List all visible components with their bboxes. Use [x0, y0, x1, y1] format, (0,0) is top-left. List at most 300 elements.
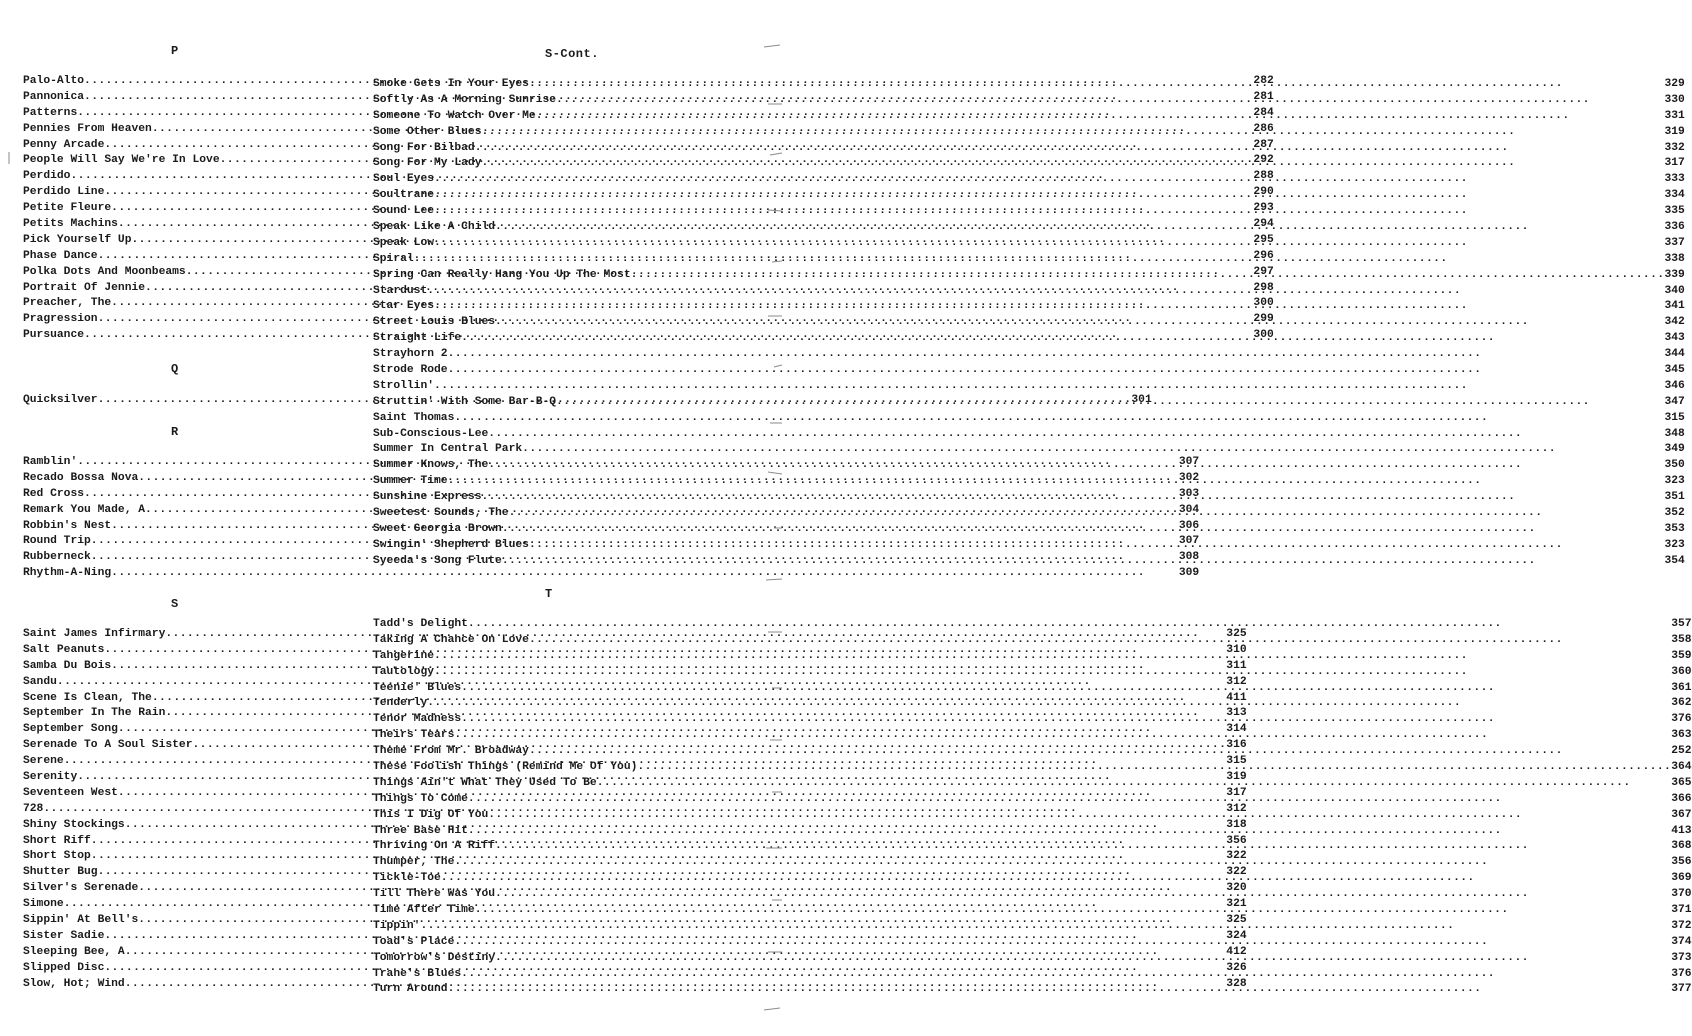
index-entry: [373, 951, 1692, 967]
dot-leader: [556, 395, 1664, 411]
index-entry: [373, 331, 1685, 347]
dot-leader: [536, 109, 1665, 125]
entry-title: Things To Come: [373, 792, 468, 805]
entry-title: Tenderly: [373, 697, 428, 710]
entry-page-number: 376: [1671, 967, 1692, 980]
entry-page-number: 345: [1664, 364, 1685, 377]
entry-page-number: 310: [1226, 643, 1247, 656]
entry-title: Struttin' With Some Bar-B-Q: [373, 395, 557, 408]
index-entry: [373, 903, 1692, 919]
dot-leader: [448, 347, 1665, 363]
entry-title: Tautology: [373, 665, 435, 678]
entry-title: Time After Time: [373, 904, 475, 917]
entry-title: September Song: [23, 723, 118, 736]
entry-page-number: 356: [1226, 834, 1247, 847]
entry-title: Speak Like A Child: [373, 221, 496, 233]
entry-page-number: 330: [1664, 93, 1685, 106]
dot-leader: [502, 522, 1665, 538]
entry-page-number: 369: [1671, 872, 1692, 885]
entry-page-number: 252: [1671, 745, 1692, 758]
section-list-t: [373, 617, 1692, 998]
index-entry: [373, 967, 1692, 983]
entry-page-number: 334: [1664, 189, 1685, 202]
entry-page-number: 288: [1253, 170, 1274, 183]
entry-page-number: 293: [1253, 202, 1274, 215]
dot-leader: [434, 299, 1664, 315]
entry-page-number: 361: [1671, 681, 1692, 694]
index-entry: [373, 982, 1692, 998]
entry-title: Shutter Bug: [23, 866, 98, 879]
index-entry: [373, 347, 1685, 363]
entry-page-number: 370: [1671, 888, 1692, 901]
entry-page-number: 377: [1671, 983, 1692, 996]
index-entry: [373, 554, 1685, 570]
index-entry: [373, 919, 1692, 935]
entry-page-number: 317: [1664, 157, 1685, 170]
dot-leader: [434, 188, 1664, 204]
entry-page-number: 362: [1671, 697, 1692, 710]
dot-leader: [461, 712, 1671, 728]
entry-page-number: 344: [1664, 348, 1685, 361]
entry-page-number: 365: [1671, 776, 1692, 789]
entry-title: Scene Is Clean, The: [23, 691, 152, 704]
entry-title: Summer Time: [373, 475, 448, 488]
entry-page-number: 342: [1664, 316, 1685, 329]
index-entry: [373, 268, 1685, 284]
entry-title: Serene: [23, 755, 64, 768]
dot-leader: [529, 633, 1671, 649]
entry-page-number: 356: [1671, 856, 1692, 869]
dot-leader: [448, 982, 1672, 998]
dot-leader: [631, 268, 1665, 284]
entry-page-number: 306: [1178, 519, 1200, 532]
entry-page-number: 321: [1226, 898, 1247, 911]
entry-title: Pennies From Heaven: [23, 122, 152, 135]
entry-page-number: 351: [1664, 491, 1685, 504]
index-entry: [373, 792, 1692, 808]
entry-title: Ramblin': [23, 455, 78, 468]
entry-page-number: 333: [1664, 173, 1685, 186]
entry-title: Palo-Alto: [23, 74, 85, 87]
dot-leader: [441, 871, 1671, 887]
entry-title: Till There Was You: [373, 888, 496, 901]
entry-title: Tenor Madness: [373, 713, 462, 726]
index-entry: [373, 315, 1685, 331]
entry-page-number: 368: [1671, 840, 1692, 853]
entry-page-number: 347: [1664, 395, 1685, 408]
section-heading-t: T: [545, 587, 553, 601]
entry-page-number: 304: [1178, 503, 1200, 516]
entry-title: Rubberneck: [23, 551, 91, 564]
entry-title: Sub-Conscious-Lee: [373, 427, 489, 440]
entry-page-number: 308: [1178, 551, 1200, 564]
index-entry: [373, 839, 1692, 855]
entry-page-number: 366: [1671, 792, 1692, 805]
entry-title: Softly As A Morning Sunrise: [373, 93, 557, 106]
index-entry: [373, 649, 1692, 665]
dot-leader: [488, 458, 1664, 474]
entry-title: Tippin': [373, 919, 421, 932]
index-entry: [373, 204, 1685, 220]
index-entry: [373, 760, 1692, 776]
dot-leader: [637, 760, 1671, 776]
index-entry: [373, 633, 1692, 649]
entry-title: Silver's Serenade: [23, 882, 139, 895]
entry-title: Strollin': [373, 379, 435, 392]
dot-leader: [434, 204, 1664, 220]
entry-page-number: 292: [1253, 154, 1274, 167]
entry-title: Penny Arcade: [23, 138, 105, 151]
entry-title: Serenade To A Soul Sister: [23, 739, 193, 752]
dot-leader: [448, 363, 1665, 379]
entry-title: Salt Peanuts: [23, 643, 105, 656]
entry-page-number: 338: [1664, 252, 1685, 265]
entry-page-number: 326: [1226, 961, 1247, 974]
entry-title: Rhythm-A-Ning: [23, 567, 112, 580]
entry-title: Petits Machins: [23, 218, 118, 230]
entry-title: Teenie' Blues: [373, 681, 462, 694]
entry-title: Saint Thomas: [373, 411, 455, 424]
entry-page-number: 371: [1671, 904, 1692, 917]
index-entry: [373, 855, 1692, 871]
dot-leader: [502, 554, 1665, 570]
index-entry: [373, 411, 1685, 427]
entry-title: Sippin' At Bell's: [23, 914, 139, 927]
entry-title: Strode Rode: [373, 364, 448, 377]
dot-leader: [434, 649, 1671, 665]
index-entry: [373, 442, 1685, 458]
dot-leader: [468, 824, 1671, 840]
section-list-s-cont: [373, 77, 1685, 570]
index-entry: [373, 506, 1685, 522]
entry-title: Soultrane: [373, 189, 435, 202]
entry-title: Slipped Disc: [23, 961, 105, 974]
entry-page-number: 303: [1178, 487, 1200, 500]
entry-title: Three Base Hit: [373, 824, 468, 837]
entry-title: Polka Dots And Moonbeams: [23, 265, 186, 278]
entry-page-number: 281: [1253, 90, 1274, 103]
dot-leader: [448, 474, 1665, 490]
index-entry: [373, 474, 1685, 490]
entry-page-number: 336: [1664, 221, 1685, 233]
entry-page-number: 320: [1226, 882, 1247, 895]
entry-page-number: 337: [1664, 236, 1685, 249]
entry-page-number: 316: [1226, 739, 1247, 752]
dot-leader: [461, 331, 1664, 347]
section-heading-s-cont: S-Cont.: [545, 47, 599, 61]
entry-page-number: 374: [1671, 935, 1692, 948]
entry-page-number: 319: [1226, 771, 1247, 783]
index-entry: [373, 744, 1692, 760]
entry-page-number: 411: [1226, 691, 1247, 704]
entry-title: Thriving On A Riff: [373, 840, 496, 853]
entry-page-number: 325: [1226, 914, 1247, 927]
dot-leader: [481, 125, 1664, 141]
entry-page-number: 328: [1226, 977, 1247, 990]
entry-title: Theme From Mr. Broadway: [373, 745, 529, 758]
entry-page-number: 343: [1664, 332, 1685, 345]
index-entry: [373, 236, 1685, 252]
entry-title: Turn Around: [373, 983, 448, 996]
dot-leader: [468, 792, 1671, 808]
dot-leader: [434, 379, 1664, 395]
index-entry: [373, 93, 1685, 109]
entry-page-number: 301: [1131, 393, 1152, 406]
dot-leader: [434, 665, 1671, 681]
entry-page-number: 284: [1253, 106, 1274, 119]
entry-page-number: 359: [1671, 649, 1692, 662]
index-entry: [373, 522, 1685, 538]
entry-title: Star Eyes: [373, 300, 435, 313]
entry-page-number: 312: [1226, 802, 1247, 815]
entry-title: Quicksilver: [23, 393, 98, 406]
index-entry: [373, 109, 1685, 125]
entry-title: Speak Low: [373, 236, 435, 249]
index-entry: [373, 284, 1685, 300]
entry-page-number: 311: [1226, 659, 1247, 672]
entry-page-number: 313: [1226, 707, 1247, 720]
entry-title: These Foolish Things (Remind Me Of You): [373, 761, 638, 773]
entry-page-number: 286: [1253, 122, 1274, 135]
entry-page-number: 323: [1664, 538, 1685, 551]
entry-title: Summer Knows, The: [373, 459, 489, 472]
entry-page-number: 323: [1664, 475, 1685, 488]
entry-page-number: 312: [1226, 675, 1247, 688]
entry-page-number: 287: [1253, 138, 1274, 151]
section-heading-q: Q: [171, 362, 179, 376]
entry-title: Petite Fleure: [23, 202, 112, 215]
entry-page-number: 348: [1664, 427, 1685, 440]
section-heading-r: R: [171, 425, 179, 439]
entry-title: Tickle-Toe: [373, 872, 441, 885]
entry-title: Toad's Place: [373, 935, 455, 948]
index-entry: [373, 141, 1685, 157]
dot-leader: [427, 284, 1664, 300]
entry-title: Taking A Chance On Love: [373, 633, 529, 646]
index-entry: [373, 299, 1685, 315]
entry-page-number: 352: [1664, 507, 1685, 520]
entry-page-number: 354: [1664, 554, 1685, 567]
entry-title: Portrait Of Jennie: [23, 281, 146, 294]
entry-title: Tangerine: [373, 649, 435, 662]
entry-page-number: 300: [1253, 297, 1274, 310]
entry-title: Song For Bilbad: [373, 141, 475, 154]
entry-title: Sandu: [23, 675, 57, 688]
index-entry: [373, 617, 1692, 633]
entry-page-number: 322: [1226, 850, 1247, 863]
dot-leader: [597, 776, 1671, 792]
dot-leader: [427, 696, 1671, 712]
entry-title: Trane's Blues: [373, 967, 462, 980]
entry-page-number: 367: [1671, 808, 1692, 821]
entry-title: Some Other Blues: [373, 125, 482, 138]
dot-leader: [481, 156, 1664, 172]
index-entry: [373, 458, 1685, 474]
dot-leader: [454, 935, 1671, 951]
entry-title: Sunshine Express: [373, 491, 482, 504]
dot-leader: [495, 839, 1671, 855]
entry-title: Pannonica: [23, 90, 85, 103]
dot-leader: [434, 172, 1664, 188]
entry-page-number: 332: [1664, 141, 1685, 154]
section-heading-s: S: [171, 597, 179, 611]
entry-title: Round Trip: [23, 535, 91, 548]
dot-leader: [420, 919, 1671, 935]
entry-title: Thumper, The: [373, 856, 455, 869]
entry-title: Strayhorn 2: [373, 348, 448, 361]
entry-page-number: 309: [1178, 567, 1200, 580]
entry-title: Straight Life: [373, 332, 462, 345]
entry-page-number: 299: [1253, 313, 1274, 326]
index-entry: [373, 887, 1692, 903]
entry-title: Sweet Georgia Brown: [373, 522, 502, 535]
index-entry: [373, 935, 1692, 951]
entry-page-number: 353: [1664, 522, 1685, 535]
entry-page-number: 372: [1671, 919, 1692, 932]
entry-title: Serenity: [23, 771, 78, 783]
entry-title: Summer In Central Park: [373, 443, 523, 456]
entry-page-number: 357: [1671, 617, 1692, 630]
section-heading-p: P: [171, 44, 179, 58]
index-entry: [373, 220, 1685, 236]
entry-title: September In The Rain: [23, 707, 166, 720]
entry-title: Spring Can Really Hang You Up The Most: [373, 268, 631, 281]
entry-page-number: 297: [1253, 265, 1274, 278]
entry-page-number: 350: [1664, 459, 1685, 472]
entry-title: Tadd's Delight: [373, 617, 468, 630]
entry-title: Patterns: [23, 106, 78, 119]
index-entry: [373, 728, 1692, 744]
dot-leader: [434, 236, 1664, 252]
entry-title: People Will Say We're In Love: [23, 154, 220, 167]
entry-page-number: 314: [1226, 723, 1247, 736]
entry-title: Recado Bossa Nova: [23, 471, 139, 484]
entry-page-number: 363: [1671, 729, 1692, 742]
entry-page-number: 331: [1664, 109, 1685, 122]
dot-leader: [529, 538, 1665, 554]
dot-leader: [475, 903, 1672, 919]
index-entry: [373, 824, 1692, 840]
entry-title: This I Dig Of You: [373, 808, 489, 821]
index-entry: [373, 395, 1685, 411]
entry-page-number: 290: [1253, 186, 1274, 199]
entry-page-number: 346: [1664, 379, 1685, 392]
dot-leader: [468, 617, 1671, 633]
index-entry: [373, 712, 1692, 728]
dot-leader: [509, 506, 1665, 522]
entry-title: Slow, Hot; Wind: [23, 977, 125, 990]
dot-leader: [495, 315, 1664, 331]
index-entry: [373, 77, 1685, 93]
entry-title: Remark You Made, A: [23, 503, 146, 516]
index-entry: [373, 172, 1685, 188]
entry-page-number: 318: [1226, 818, 1247, 831]
index-entry: [373, 776, 1692, 792]
dot-leader: [522, 442, 1664, 458]
entry-title: Tomorrow's Destiny: [373, 951, 496, 964]
dot-leader: [488, 808, 1671, 824]
entry-page-number: 302: [1178, 471, 1200, 484]
entry-title: Swingin' Shepherd Blues: [373, 538, 529, 551]
dot-leader: [454, 411, 1664, 427]
entry-page-number: 317: [1226, 786, 1247, 799]
entry-title: Stardust: [373, 284, 428, 297]
index-entry: [373, 125, 1685, 141]
dot-leader: [556, 93, 1664, 109]
dot-leader: [461, 967, 1671, 983]
entry-page-number: 335: [1664, 205, 1685, 218]
dot-leader: [495, 951, 1671, 967]
entry-title: Red Cross: [23, 487, 85, 500]
dot-leader: [529, 77, 1665, 93]
entry-page-number: 373: [1671, 951, 1692, 964]
dot-leader: [461, 681, 1671, 697]
entry-title: Pursuance: [23, 329, 85, 342]
entry-page-number: 295: [1253, 233, 1274, 246]
index-entry: [373, 427, 1685, 443]
entry-page-number: 324: [1226, 929, 1247, 942]
entry-page-number: 413: [1671, 824, 1692, 837]
index-entry: [373, 696, 1692, 712]
dot-leader: [475, 141, 1665, 157]
entry-page-number: 360: [1671, 665, 1692, 678]
entry-page-number: 307: [1178, 455, 1200, 468]
entry-page-number: 307: [1178, 535, 1200, 548]
index-entry: [373, 490, 1685, 506]
entry-title: Perdido: [23, 170, 71, 183]
entry-title: Syeeda's Song Flute: [373, 554, 502, 567]
dot-leader: [481, 490, 1664, 506]
entry-page-number: 282: [1253, 74, 1274, 87]
entry-page-number: 322: [1226, 866, 1247, 879]
entry-title: Samba Du Bois: [23, 659, 112, 672]
index-entry: [373, 681, 1692, 697]
entry-title: Sister Sadie: [23, 929, 105, 942]
entry-page-number: 319: [1664, 125, 1685, 138]
entry-page-number: 341: [1664, 300, 1685, 313]
dot-leader: [454, 728, 1671, 744]
entry-page-number: 296: [1253, 249, 1274, 262]
dot-leader: [529, 744, 1671, 760]
entry-page-number: 294: [1253, 218, 1274, 230]
entry-title: Shiny Stockings: [23, 818, 125, 831]
index-entry: [373, 156, 1685, 172]
index-entry: [373, 188, 1685, 204]
entry-title: Song For My Lady: [373, 157, 482, 170]
entry-page-number: 358: [1671, 633, 1692, 646]
entry-title: Pragression: [23, 313, 98, 326]
entry-title: Saint James Infirmary: [23, 627, 166, 640]
index-entry: [373, 379, 1685, 395]
entry-page-number: 300: [1253, 329, 1274, 342]
entry-page-number: 364: [1671, 761, 1692, 773]
index-entry: [373, 808, 1692, 824]
entry-title: Simone: [23, 898, 64, 911]
entry-title: Sleeping Bee, A: [23, 945, 125, 958]
dot-leader: [495, 887, 1671, 903]
entry-page-number: 339: [1664, 268, 1685, 281]
entry-title: Sweetest Sounds, The: [373, 507, 509, 520]
entry-page-number: 325: [1226, 627, 1247, 640]
entry-title: Preacher, The: [23, 297, 112, 310]
entry-title: Soul Eyes: [373, 173, 435, 186]
entry-title: Someone To Watch Over Me: [373, 109, 536, 122]
entry-page-number: 349: [1664, 443, 1685, 456]
index-entry: [373, 538, 1685, 554]
entry-title: Short Stop: [23, 850, 91, 863]
entry-page-number: 376: [1671, 713, 1692, 726]
entry-title: Phase Dance: [23, 249, 98, 262]
